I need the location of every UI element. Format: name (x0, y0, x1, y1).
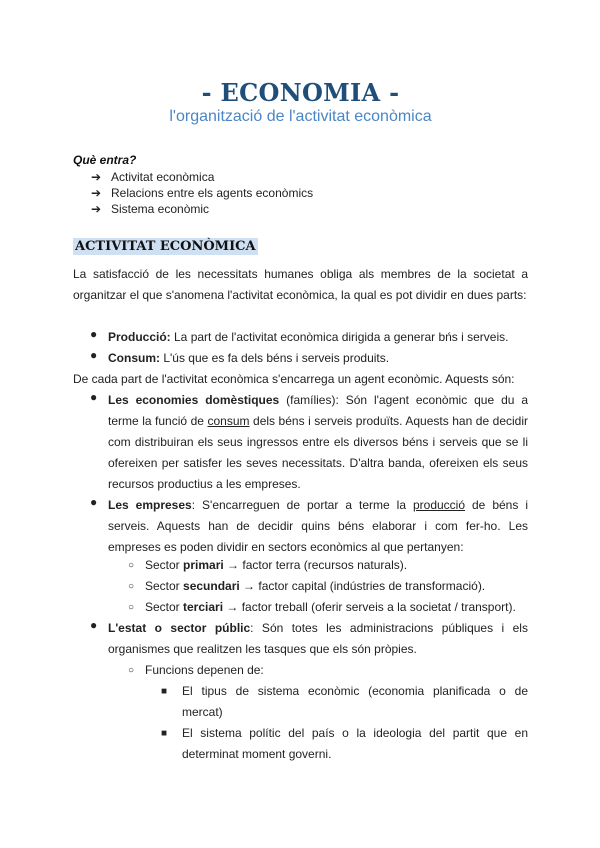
page-subtitle: l'organització de l'activitat econòmica (169, 108, 432, 125)
list-item: ● Les empreses: S'encarreguen de portar a terme la producció de béns i serveis. Aquests han de decidir quins béns elaborar i com fer-ho. Les empreses es poden dividir en sectors econòmics al que pertanyen: (90, 495, 528, 554)
bullet-icon: ● (90, 495, 98, 509)
list-item: ■ El sistema polític del país o la ideologia del partit que en determinat moment governi. (161, 723, 528, 765)
square-bullet-icon: ■ (161, 686, 168, 697)
page-title: - ECONOMIA - (201, 78, 400, 107)
bullet-icon: ● (90, 390, 98, 404)
arrow-icon: ➔ (91, 202, 102, 216)
paragraph: De cada part de l'activitat econòmica s'encarrega un agent econòmic. Aquests són: (73, 372, 515, 386)
intro-list (91, 169, 313, 217)
arrow-icon: ➔ (91, 186, 102, 200)
list-item: ○ Sector secundari → factor capital (indústries de transformació). (128, 576, 528, 597)
paragraph: La satisfacció de les necessitats humanes obliga als membres de la societat a organitzar el que s'anomena l'activitat econòmica, la qual es pot dividir en dues parts: (73, 267, 528, 302)
list-item: ● Producció: La part de l'activitat econòmica dirigida a generar bńs i serveis. (90, 327, 509, 344)
circle-bullet-icon: ○ (128, 560, 135, 571)
list-item: ● Consum: L'ús que es fa dels béns i serveis produits. (90, 348, 390, 365)
list-item: ● Les economies domèstiques (famílies): Són l'agent econòmic que du a terme la funció de consum dels béns i serveis produïts. Aquests han de decidir com distribuiran els seus ingressos entre els diversos béns i serveis que se li ofereixen per satisfer les seves necessitats. D'altra banda, ofereixen els seus recursos productius a les empreses. (90, 390, 529, 491)
list-item: ➔ Activitat econòmica (91, 170, 215, 184)
bullet-icon: ● (90, 618, 98, 632)
square-bullet-icon: ■ (161, 728, 168, 739)
list-item: ➔ Relacions entre els agents econòmics (91, 186, 314, 200)
circle-bullet-icon: ○ (128, 602, 135, 613)
bullet-icon: ● (90, 348, 98, 362)
circle-bullet-icon: ○ (128, 581, 135, 592)
section-heading: ACTIVITAT ECONÒMICA (75, 239, 256, 254)
arrow-icon: ➔ (91, 170, 102, 184)
list-item: ● L'estat o sector públic: Són totes les administracions públiques i els organismes que realitzen les tasques que els són pròpies. (90, 618, 528, 656)
list-item: ○ Sector terciari → factor treball (oferir serveis a la societat / transport). (128, 597, 528, 618)
list-item: ○ Funcions depenen de: (128, 660, 528, 681)
intro-question: Què entra? (73, 153, 137, 167)
list-item: ■ El tipus de sistema econòmic (economia planificada o de mercat) (161, 681, 528, 723)
bullet-icon: ● (90, 327, 98, 341)
list-item: ➔ Sistema econòmic (91, 202, 210, 216)
list-item: ○ Sector primari → factor terra (recursos naturals). (128, 555, 528, 576)
circle-bullet-icon: ○ (128, 665, 135, 676)
